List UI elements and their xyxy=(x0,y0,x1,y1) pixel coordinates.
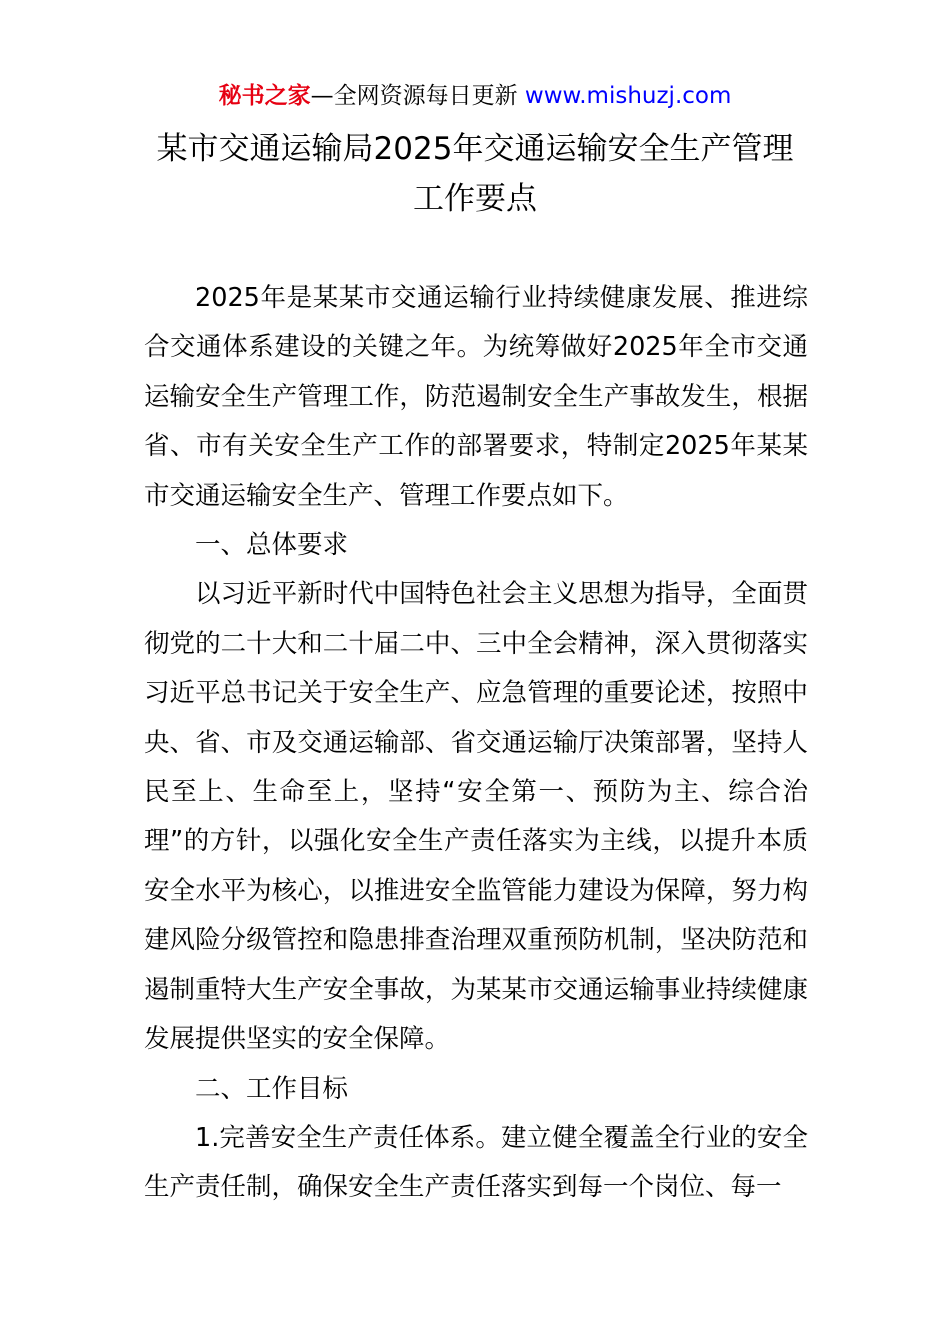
site-url-link[interactable]: www.mishuzj.com xyxy=(524,83,732,109)
document-body xyxy=(144,274,808,1213)
general-requirements-paragraph: 以习近平新时代中国特色社会主义思想为指导，全面贯彻党的二十大和二十届二中、三中全会精神，深入贯彻落实习近平总书记关于安全生产、应急管理的重要论述，按照中央、省、市及交通运输部、省交通运输厅决策部署，坚持人民至上、生命至上，坚持“安全第一、预防为主、综合治理”的方针，以强化安全生产责任落实为主线，以提升本质安全水平为核心，以推进安全监管能力建设为保障，努力构建风险分级管控和隐患排查治理双重预防机制，坚决防范和遏制重特大生产安全事故，为某某市交通运输事业持续健康发展提供坚实的安全保障。 xyxy=(144,579,808,1055)
title-line-1: 某市交通运输局2025年交通运输安全生产管理 xyxy=(156,131,794,167)
header-tagline: —全网资源每日更新 xyxy=(310,83,525,109)
title-line-2: 工作要点 xyxy=(413,181,537,217)
brand-name: 秘书之家 xyxy=(218,83,311,109)
work-goal-item-1: 1.完善安全生产责任体系。建立健全覆盖全行业的安全生产责任制，确保安全生产责任落实到每一个岗位、每一 xyxy=(144,1122,808,1203)
section-heading-general-requirements: 一、总体要求 xyxy=(195,530,349,561)
document-title xyxy=(120,124,830,224)
site-header xyxy=(0,78,950,114)
section-heading-work-goals: 二、工作目标 xyxy=(195,1073,349,1104)
intro-paragraph: 2025年是某某市交通运输行业持续健康发展、推进综合交通体系建设的关键之年。为统筹做好2025年全市交通运输安全生产管理工作，防范遏制安全生产事故发生，根据省、市有关安全生产工作的部署要求，特制定2025年某某市交通运输安全生产、管理工作要点如下。 xyxy=(144,283,808,511)
